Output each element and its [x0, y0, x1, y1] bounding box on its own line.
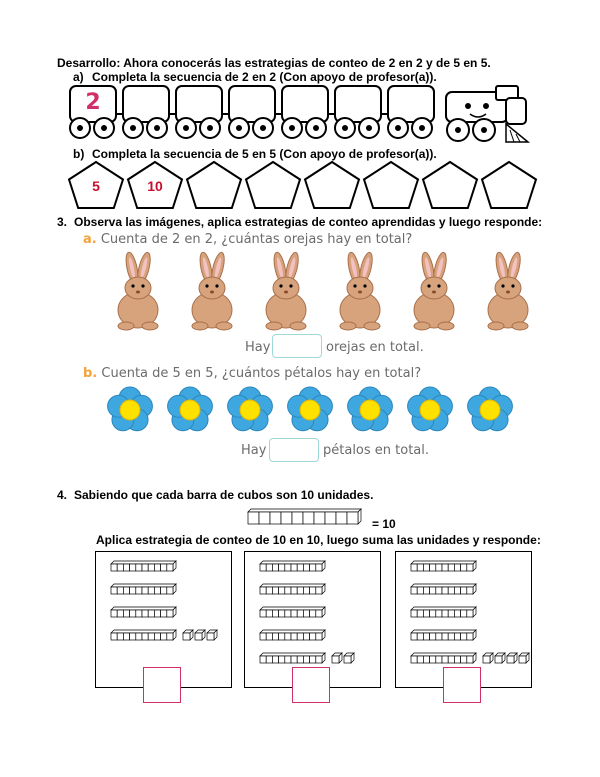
- q3a-answer-prefix: Hay: [245, 340, 271, 355]
- rabbit-icon: [406, 252, 460, 332]
- pentagon-number[interactable]: 5: [92, 178, 100, 194]
- rabbit-icon: [258, 252, 312, 332]
- cube-bar: [411, 584, 476, 594]
- cube-bar: [111, 584, 176, 594]
- rabbit-icon: [110, 252, 164, 332]
- cube-bar: [411, 607, 476, 617]
- rabbit-icon: [332, 252, 386, 332]
- cube-bar: [248, 509, 361, 524]
- cube-bar: [111, 607, 176, 617]
- rabbit-icon: [184, 252, 238, 332]
- q3b-question: Cuenta de 5 en 5, ¿cuántos pétalos hay en total?: [101, 366, 422, 381]
- pentagon-number[interactable]: 10: [147, 178, 163, 194]
- q3b-letter: b.: [83, 366, 98, 381]
- flower-icon: [108, 387, 153, 431]
- flower-icon: [228, 387, 273, 431]
- q3a-line: [83, 232, 412, 247]
- flowers-graphic: [106, 386, 536, 434]
- cube-bar-icon: [246, 508, 366, 526]
- q3b-line: [83, 366, 421, 381]
- unit-cube: [344, 653, 354, 663]
- cube-bar: [411, 561, 476, 571]
- flowers-row: [106, 386, 536, 434]
- rabbits-row: [110, 252, 540, 332]
- wagon: [275, 86, 328, 138]
- unit-cube: [183, 630, 193, 640]
- cube-answer-box[interactable]: [292, 667, 330, 703]
- cube-answer-box[interactable]: [443, 667, 481, 703]
- unit-cube: [507, 653, 517, 663]
- train-graphic: [66, 84, 536, 144]
- pentagon: [305, 162, 359, 208]
- wagon: [169, 86, 222, 138]
- intro-text: Desarrollo: Ahora conocerás las estrategias de conteo de 2 en 2 y de 5 en 5.: [57, 56, 491, 70]
- flower-icon: [288, 387, 333, 431]
- wagon-number[interactable]: 2: [85, 90, 101, 115]
- rabbit-icon: [480, 252, 534, 332]
- bar-equals: = 10: [372, 517, 396, 531]
- cube-answer-box[interactable]: [143, 667, 181, 703]
- wagon: [381, 86, 434, 138]
- flower-icon: [348, 387, 393, 431]
- unit-cube: [483, 653, 493, 663]
- q3b-answer-prefix: Hay: [241, 443, 267, 458]
- cube-bar: [111, 630, 176, 640]
- cube-bar: [260, 561, 325, 571]
- q3a-answer-suffix: orejas en total.: [326, 340, 424, 355]
- unit-cube: [495, 653, 505, 663]
- wagon: [328, 86, 381, 138]
- part-a-text: Completa la secuencia de 2 en 2 (Con apoyo de profesor(a)).: [92, 70, 437, 84]
- q4-instruction: Aplica estrategia de conteo de 10 en 10, luego suma las unidades y responde:: [96, 533, 541, 547]
- cube-bar: [260, 584, 325, 594]
- cube-bar: [111, 561, 176, 571]
- unit-cube: [519, 653, 529, 663]
- train: [66, 84, 536, 144]
- pentagon: [187, 162, 241, 208]
- flower-icon: [168, 387, 213, 431]
- part-a-letter: a): [73, 70, 84, 84]
- q3b-answer-suffix: pétalos en total.: [323, 443, 430, 458]
- pentagon-row: [64, 160, 544, 212]
- q3-text: Observa las imágenes, aplica estrategias de conteo aprendidas y luego responde:: [74, 215, 543, 229]
- q4-number: 4.: [57, 488, 68, 502]
- unit-cube: [207, 630, 217, 640]
- pentagon: [423, 162, 477, 208]
- q3a-letter: a.: [83, 232, 97, 247]
- cube-bar: [260, 607, 325, 617]
- flower-icon: [468, 387, 513, 431]
- ten-bar-example: [246, 508, 366, 526]
- q3-number: 3.: [57, 215, 68, 229]
- q3b-answer-box[interactable]: [269, 438, 319, 462]
- pentagon: [364, 162, 418, 208]
- part-b-letter: b): [73, 147, 85, 161]
- part-b-text: Completa la secuencia de 5 en 5 (Con apoyo de profesor(a)).: [92, 147, 437, 161]
- cube-bar: [260, 630, 325, 640]
- q4-text: Sabiendo que cada barra de cubos son 10 unidades.: [74, 488, 374, 502]
- pentagon: [246, 162, 300, 208]
- wagon: [222, 86, 275, 138]
- locomotive: [446, 86, 528, 142]
- pentagon: [482, 162, 536, 208]
- flower-icon: [408, 387, 453, 431]
- wagon: [116, 86, 169, 138]
- cube-bar: [411, 630, 476, 640]
- q3a-answer-box[interactable]: [272, 334, 322, 358]
- q3a-question: Cuenta de 2 en 2, ¿cuántas orejas hay en total?: [100, 232, 413, 247]
- cube-bar: [260, 653, 325, 663]
- unit-cube: [332, 653, 342, 663]
- cube-bar: [411, 653, 476, 663]
- unit-cube: [195, 630, 205, 640]
